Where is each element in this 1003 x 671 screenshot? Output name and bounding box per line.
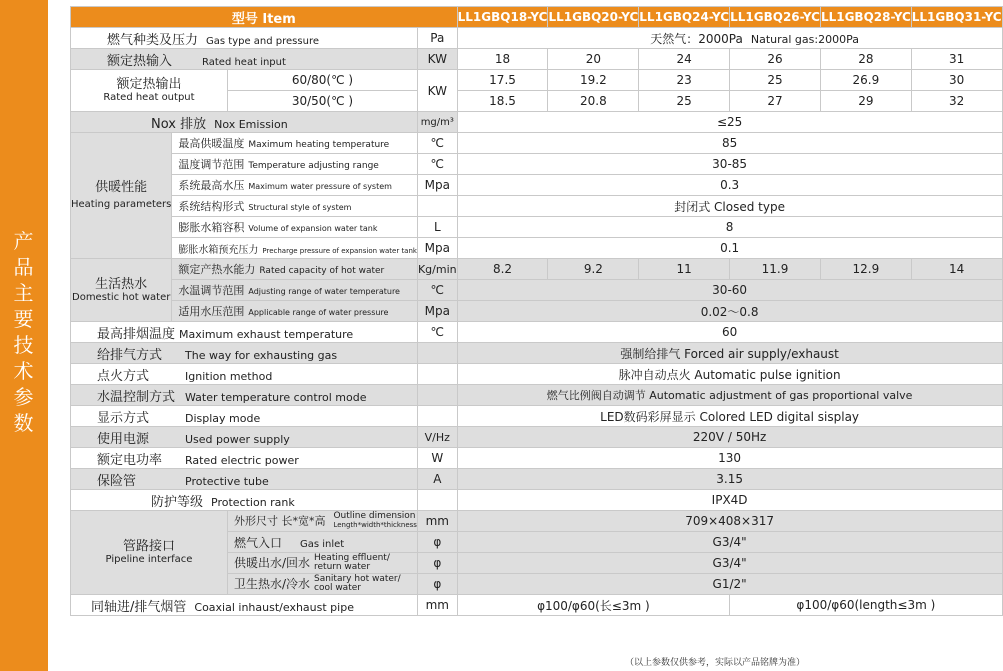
model-name: LL1GBQ28-YC: [820, 7, 911, 28]
label-en: [314, 554, 390, 572]
exhaust-temp-label: [71, 322, 418, 343]
label-cn: 最高排烟温度: [97, 326, 176, 342]
heating-item-label: [172, 154, 418, 175]
label-en: Maximum water pressure of system: [248, 182, 392, 191]
header-row: [71, 7, 1003, 28]
condition: 60/80(℃ ): [227, 70, 417, 91]
value-cell: 8: [457, 217, 1002, 238]
heating-item-label: [172, 196, 418, 217]
ignition-label: [71, 364, 418, 385]
value-cell: 60: [457, 322, 1002, 343]
value-cell: 14: [911, 259, 1002, 280]
gas-value: [457, 28, 1002, 49]
label-en: Maximum exhaust temperature: [179, 327, 354, 341]
value-cell: 0.1: [457, 238, 1002, 259]
unit: φ: [417, 532, 457, 553]
label-en: [333, 512, 417, 530]
label-cn: 最高供暖温度: [178, 137, 245, 150]
row-temp-control: [71, 385, 1003, 406]
gas-label: [71, 28, 418, 49]
label-cn: 燃气入口: [233, 535, 282, 550]
value-cell: 强制给排气 Forced air supply/exhaust: [457, 343, 1002, 364]
value-cell: 30: [911, 70, 1002, 91]
row-elec-power: [71, 448, 1003, 469]
row-coaxial: [71, 595, 1003, 616]
value-cell: 26.9: [820, 70, 911, 91]
label-cn: 点火方式: [97, 368, 150, 384]
heat-input-label: [71, 49, 418, 70]
pipeline-item-label: [227, 574, 417, 595]
row-fuse: [71, 469, 1003, 490]
label-en: Temperature adjusting range: [248, 161, 379, 171]
label-cn: 保险管: [97, 473, 137, 489]
row-heating-5: [71, 217, 1003, 238]
label-cn: 膨胀水箱容积: [178, 221, 245, 234]
display-label: [71, 406, 418, 427]
power-label: [71, 427, 418, 448]
label-en: Maximum heating temperature: [248, 140, 390, 150]
label-cn: 燃气种类及压力: [107, 32, 199, 48]
label-cn: 温度调节范围: [178, 158, 245, 171]
value-cell: G3/4": [457, 553, 1002, 574]
value-cell: 29: [820, 91, 911, 112]
dhw-item-label: [172, 280, 418, 301]
heat-output-label: [71, 70, 228, 112]
label-cn: 防护等级: [151, 494, 204, 510]
label-en: Protection rank: [211, 495, 295, 509]
value-cell: 12.9: [820, 259, 911, 280]
dhw-item-label: [172, 301, 418, 322]
label-en-line: Heating effluent/: [314, 553, 390, 564]
row-gas: [71, 28, 1003, 49]
protection-label: [71, 490, 418, 511]
value-cell: 24: [639, 49, 730, 70]
label-cn: 管路接口: [122, 539, 175, 554]
label-en: Rated heat input: [202, 56, 286, 68]
row-ignition: [71, 364, 1003, 385]
value-cell: 燃气比例阀自动调节 Automatic adjustment of gas proportional valve: [457, 385, 1002, 406]
row-dhw-3: [71, 301, 1003, 322]
unit: φ: [417, 553, 457, 574]
unit: mm: [417, 511, 457, 532]
heating-item-label: [172, 175, 418, 196]
unit: [417, 364, 457, 385]
elec-power-label: [71, 448, 418, 469]
label-en: Gas type and pressure: [206, 35, 319, 47]
heating-group-label: [71, 133, 172, 259]
unit: V/Hz: [417, 427, 457, 448]
unit: φ: [417, 574, 457, 595]
value-cell: 11: [639, 259, 730, 280]
label-en-line: Sanitary hot water/: [314, 574, 401, 585]
value-cell: 25: [730, 70, 821, 91]
label-en: [314, 575, 401, 593]
value-cell: 18: [457, 49, 548, 70]
label-cn: 使用电源: [97, 431, 150, 447]
value-cell: ≤25: [457, 112, 1002, 133]
row-display: [71, 406, 1003, 427]
model-name: LL1GBQ20-YC: [548, 7, 639, 28]
value-cell: 9.2: [548, 259, 639, 280]
value-cell: 脉冲自动点火 Automatic pulse ignition: [457, 364, 1002, 385]
label-cn: 给排气方式: [97, 347, 163, 363]
label-cn: 外形尺寸 长*宽*高: [233, 514, 326, 528]
value-cell: 18.5: [457, 91, 548, 112]
value-cell: 11.9: [730, 259, 821, 280]
label-cn: 水温调节范围: [178, 284, 245, 297]
unit: [417, 406, 457, 427]
unit: mm: [417, 595, 457, 616]
label-cn: 供暖性能: [95, 180, 148, 195]
value-cell: 709×408×317: [457, 511, 1002, 532]
row-nox: [71, 112, 1003, 133]
sidebar-title: [0, 228, 48, 436]
spec-table: [70, 6, 1003, 616]
label-en: Display mode: [185, 411, 261, 425]
label-en: Domestic hot water: [72, 291, 171, 303]
sidebar-char: 数: [13, 411, 35, 435]
pipeline-group-label: [71, 511, 228, 595]
row-heating-6: [71, 238, 1003, 259]
value-cn: 天然气：2000Pa: [650, 31, 743, 46]
heating-item-label: [172, 217, 418, 238]
row-protection: [71, 490, 1003, 511]
sidebar-char: 术: [13, 359, 35, 383]
row-heating-2: [71, 154, 1003, 175]
label-cn: 供暖出水/回水: [233, 555, 310, 570]
unit: ℃: [417, 154, 457, 175]
row-exhaust-way: [71, 343, 1003, 364]
label-en: Rated electric power: [185, 453, 299, 467]
row-heating-3: [71, 175, 1003, 196]
condition: 30/50(℃ ): [227, 91, 417, 112]
row-heating-4: [71, 196, 1003, 217]
label-en-line: return water: [314, 562, 371, 573]
value-cell: 25: [639, 91, 730, 112]
sidebar-band: [0, 0, 48, 671]
label-cn: 适用水压范围: [178, 305, 245, 318]
label-en: Adjusting range of water temperature: [248, 287, 400, 296]
dhw-item-label: [172, 259, 418, 280]
unit: W: [417, 448, 457, 469]
nox-label: [71, 112, 418, 133]
pipeline-item-label: [227, 553, 417, 574]
label-cn: 额定电功率: [97, 452, 163, 468]
value-cell: 3.15: [457, 469, 1002, 490]
label-cn: 额定热输入: [107, 53, 173, 69]
label-en: Rated capacity of hot water: [259, 266, 385, 276]
label-en: Protective tube: [185, 474, 269, 488]
label-en: Pipeline interface: [105, 554, 193, 565]
unit: [417, 196, 457, 217]
value-cell: 31: [911, 49, 1002, 70]
sidebar-char: 品: [13, 255, 35, 279]
value-cell: 220V / 50Hz: [457, 427, 1002, 448]
label-cn: 显示方式: [97, 410, 150, 426]
heating-item-label: [172, 238, 418, 259]
label-cn: 额定产热水能力: [178, 263, 256, 276]
label-cn: 同轴进/排气烟管: [91, 599, 187, 615]
label-en: Used power supply: [185, 432, 290, 446]
heating-item-label: [172, 133, 418, 154]
label-en: Water temperature control mode: [185, 390, 367, 404]
unit: Kg/min: [417, 259, 457, 280]
row-heating-1: [71, 133, 1003, 154]
value-cell: 30-85: [457, 154, 1002, 175]
footnote: （以上参数仅供参考，实际以产品铭牌为准）: [624, 658, 805, 668]
unit: ℃: [417, 322, 457, 343]
sidebar-char: 主: [13, 281, 35, 305]
value-cell: 8.2: [457, 259, 548, 280]
unit: ℃: [417, 133, 457, 154]
value-cell: 23: [639, 70, 730, 91]
unit: KW: [417, 49, 457, 70]
label-en: Ignition method: [185, 369, 273, 383]
temp-control-label: [71, 385, 418, 406]
label-en: Precharge pressure of expansion water tank: [262, 246, 417, 255]
label-en: Heating parameters: [71, 199, 172, 210]
label-en: Gas inlet: [299, 538, 345, 550]
value-en: Natural gas:2000Pa: [750, 32, 859, 46]
value-cell: 130: [457, 448, 1002, 469]
value-cell: IPX4D: [457, 490, 1002, 511]
model-name: LL1GBQ26-YC: [730, 7, 821, 28]
value-cell: φ100/φ60(length≤3m ): [730, 595, 1002, 616]
sidebar-char: 参: [13, 385, 35, 409]
row-dhw-1: [71, 259, 1003, 280]
value-cell: 20: [548, 49, 639, 70]
value-cell: 28: [820, 49, 911, 70]
value-cell: 32: [911, 91, 1002, 112]
row-pipe-dims: [71, 511, 1003, 532]
value-cell: 0.3: [457, 175, 1002, 196]
unit: Mpa: [417, 301, 457, 322]
label-cn: 生活热水: [95, 276, 148, 292]
fuse-label: [71, 469, 418, 490]
label-en: The way for exhausting gas: [185, 348, 338, 362]
value-cell: 85: [457, 133, 1002, 154]
model-name: LL1GBQ18-YC: [457, 7, 548, 28]
row-dhw-2: [71, 280, 1003, 301]
sidebar-char: 要: [13, 307, 35, 331]
value-cell: 27: [730, 91, 821, 112]
value-cell: 17.5: [457, 70, 548, 91]
sidebar-char: 产: [13, 229, 35, 253]
value-cell: 26: [730, 49, 821, 70]
coaxial-label: [71, 595, 418, 616]
value-cell: G3/4": [457, 532, 1002, 553]
value-cell: 封闭式 Closed type: [457, 196, 1002, 217]
label-en: Nox Emission: [214, 117, 288, 131]
label-cn: 膨胀水箱预充压力: [178, 244, 259, 256]
label-en: Rated heat output: [103, 92, 195, 103]
row-heat-input: [71, 49, 1003, 70]
unit: ℃: [417, 280, 457, 301]
value-cell: 19.2: [548, 70, 639, 91]
label-cn: 系统最高水压: [178, 179, 245, 192]
row-power: [71, 427, 1003, 448]
unit: L: [417, 217, 457, 238]
label-en: Structural style of system: [248, 203, 352, 212]
unit: KW: [417, 70, 457, 112]
unit: [417, 490, 457, 511]
unit: A: [417, 469, 457, 490]
unit: [417, 343, 457, 364]
label-cn: 额定热输出: [116, 77, 182, 92]
value-cell: G1/2": [457, 574, 1002, 595]
sidebar-char: 技: [13, 333, 35, 357]
label-en-line: cool water: [314, 583, 361, 594]
unit: Mpa: [417, 238, 457, 259]
label-cn: 系统结构形式: [178, 200, 245, 213]
label-en-line: Length*width*thickness: [333, 521, 417, 529]
label-en: Coaxial inhaust/exhaust pipe: [194, 600, 354, 614]
label-en: Applicable range of water pressure: [248, 308, 389, 317]
unit: [417, 385, 457, 406]
unit: Mpa: [417, 175, 457, 196]
label-cn: 水温控制方式: [97, 389, 176, 405]
label-en-line: Outline dimension: [333, 511, 416, 521]
model-label: 型号 Item: [71, 7, 458, 28]
model-name: LL1GBQ31-YC: [911, 7, 1002, 28]
value-cell: 0.02～0.8: [457, 301, 1002, 322]
row-exhaust-temp: [71, 322, 1003, 343]
unit: mg/m³: [417, 112, 457, 133]
value-cell: 30-60: [457, 280, 1002, 301]
label-en: Volume of expansion water tank: [248, 224, 378, 233]
exhaust-way-label: [71, 343, 418, 364]
label-cn: Nox 排放: [151, 116, 207, 132]
pipeline-item-label: [227, 511, 417, 532]
unit: Pa: [417, 28, 457, 49]
row-heat-output-1: [71, 70, 1003, 91]
value-cell: 20.8: [548, 91, 639, 112]
dhw-group-label: [71, 259, 172, 322]
pipeline-item-label: [227, 532, 417, 553]
value-cell: φ100/φ60(长≤3m ): [457, 595, 729, 616]
model-name: LL1GBQ24-YC: [639, 7, 730, 28]
value-cell: LED数码彩屏显示 Colored LED digital sisplay: [457, 406, 1002, 427]
label-cn: 卫生热水/冷水: [233, 576, 310, 591]
